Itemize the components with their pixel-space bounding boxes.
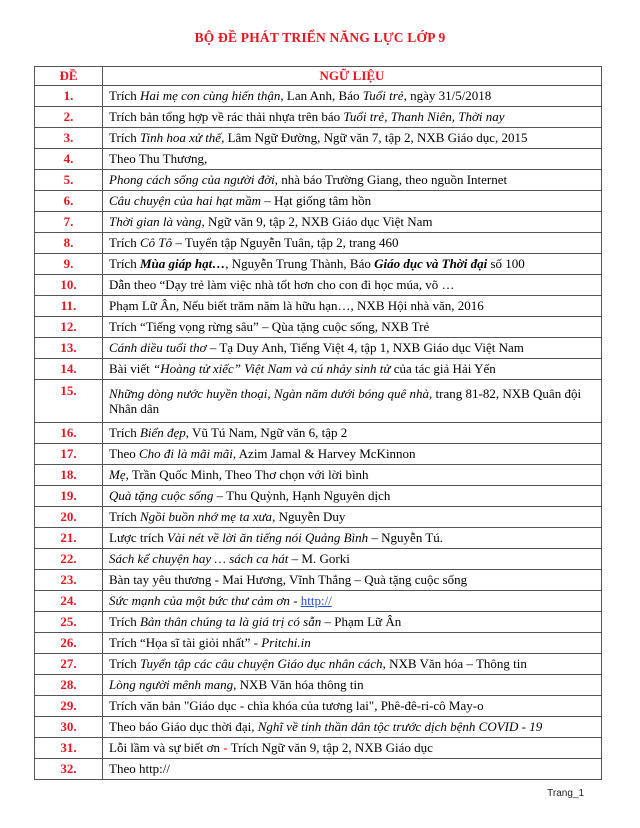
source-text: Cô Tô [139,235,173,251]
row-number: 8. [35,233,103,254]
row-number: 17. [35,444,103,465]
source-text: , Lan Anh, Báo [280,88,363,104]
table-row [35,254,602,275]
source-text: Mùa giáp hạt… [139,256,226,272]
row-number: 6. [35,191,103,212]
source-text: , Nguyễn Trung Thành, Báo [225,256,375,272]
source-text: Trích “Họa sĩ tài giỏi nhất” - [109,635,262,651]
row-number: 12. [35,317,103,338]
source-text: Câu chuyện của hai hạt mầm [109,193,262,209]
table-row [35,444,602,465]
source-text: Bài viết [109,361,154,377]
source-cell [103,149,602,170]
table-row [35,380,602,423]
source-cell [103,107,602,128]
row-number: 31. [35,738,103,759]
table-row [35,738,602,759]
table-row [35,233,602,254]
source-text: Trích văn bản "Giáo dục - chìa khóa của tương lai", Phê-đê-ri-cô May-o [109,698,484,714]
table-row [35,486,602,507]
source-text: – Nguyễn Tú. [368,530,444,546]
page-number: Trang_1 [547,788,584,799]
row-number: 27. [35,654,103,675]
source-cell [103,423,602,444]
row-number: 23. [35,570,103,591]
source-cell [103,528,602,549]
row-number: 4. [35,149,103,170]
source-text: Theo báo Giáo dục thời đại, [109,719,258,735]
source-text: – M. Gorki [288,551,350,567]
table-row [35,465,602,486]
source-cell [103,717,602,738]
row-number: 2. [35,107,103,128]
source-text: Lòng người mênh mang [109,677,234,693]
source-cell [103,359,602,380]
source-cell [103,191,602,212]
table-row [35,423,602,444]
document-title: BỘ ĐỀ PHÁT TRIỂN NĂNG LỰC LỚP 9 [194,30,446,45]
row-number: 1. [35,86,103,107]
source-cell [103,170,602,191]
row-number: 20. [35,507,103,528]
table-row [35,86,602,107]
source-text: - [223,740,228,756]
table-row [35,549,602,570]
header-num: ĐỀ [35,67,103,86]
source-text: – Thu Quỳnh, Hạnh Nguyên dịch [213,488,391,504]
source-text: – Phạm Lữ Ân [321,614,402,630]
source-text: của tác giả Hải Yến [390,361,496,377]
row-number: 29. [35,696,103,717]
row-number: 26. [35,633,103,654]
source-text: , NXB Văn hóa thông tin [233,677,364,693]
table-row [35,675,602,696]
source-cell [103,128,602,149]
source-cell [103,444,602,465]
table-body [35,86,602,780]
source-cell [103,317,602,338]
row-number: 5. [35,170,103,191]
source-text: , Trần Quốc Minh, Theo Thơ chọn với lời bình [125,467,369,483]
source-text: , Nguyễn Duy [272,509,346,525]
source-cell [103,233,602,254]
source-text: Cánh diều tuổi thơ [109,340,207,356]
source-text: Tuổi trẻ [362,88,404,104]
row-number: 19. [35,486,103,507]
table-row [35,759,602,780]
source-text: Lược trích [109,530,167,546]
row-number: 3. [35,128,103,149]
table-row [35,359,602,380]
source-text: , nhà báo Trường Giang, theo nguồn Internet [274,172,508,188]
source-text: Phong cách sống của người đời [109,172,275,188]
row-number: 10. [35,275,103,296]
source-cell [103,738,602,759]
row-number: 14. [35,359,103,380]
source-text: Những dòng nước huyền thoại, Ngàn năm dưới bóng quê nhà [109,385,430,401]
source-cell [103,296,602,317]
source-text: Thời gian là vàng [109,214,202,230]
source-text: Theo [109,446,139,462]
source-text: số 100 [487,256,525,272]
header-source: NGỮ LIỆU [103,67,602,86]
table-row [35,296,602,317]
source-cell [103,465,602,486]
source-table [34,66,602,780]
source-cell [103,570,602,591]
source-text: Nghĩ về tinh thần dân tộc trước dịch bệnh COVID - 19 [257,719,543,735]
table-row [35,317,602,338]
source-text: “Hoàng tử xiếc” Việt Nam và cú nhảy sinh tử [153,361,391,377]
source-text: Phạm Lữ Ân, Nếu biết trăm năm là hữu hạn…, NXB Hội nhà văn, 2016 [109,298,484,314]
source-text: Trích [109,509,140,525]
row-number: 21. [35,528,103,549]
source-text: , trang 81-82, NXB Quân đội Nhân dân [109,385,582,416]
table-row [35,170,602,191]
row-number: 13. [35,338,103,359]
source-text: Dẫn theo “Dạy trẻ làm việc nhà tốt hơn cho con đi học múa, võ … [109,277,455,293]
source-text: Quà tặng cuộc sống [109,488,214,504]
table-row [35,507,602,528]
source-text: , Ngữ văn 9, tập 2, NXB Giáo dục Việt Nam [201,214,433,230]
source-cell [103,549,602,570]
source-text: Trích [109,425,140,441]
source-text: Sách kể chuyện hay … sách ca hát [109,551,289,567]
table-row [35,696,602,717]
source-text: Ngồi buồn nhớ mẹ ta xưa [139,509,273,525]
table-row [35,191,602,212]
source-text: Trích [109,130,140,146]
source-text: Trích bản tổng hợp về rác thải nhựa trên báo [109,109,344,125]
row-number: 16. [35,423,103,444]
source-text: Bản thân chúng ta là giá trị có sẵn [139,614,322,630]
table-row [35,612,602,633]
source-cell [103,275,602,296]
source-cell [103,380,602,423]
source-cell [103,338,602,359]
table-row [35,654,602,675]
source-text: Vài nét về lời ăn tiếng nói Quảng Bình [166,530,369,546]
source-cell [103,212,602,233]
source-text: Trích [109,256,140,272]
source-text: , NXB Văn hóa – Thông tin [382,656,527,672]
source-cell [103,696,602,717]
source-text: Lỗi lầm và sự biết ơn [109,740,224,756]
source-text: Tinh hoa xử thế [139,130,222,146]
source-text: Cho đi là mãi mãi [138,446,233,462]
row-number: 28. [35,675,103,696]
source-text: Trích [109,614,140,630]
row-number: 7. [35,212,103,233]
row-number: 11. [35,296,103,317]
source-link[interactable]: http:// [300,593,332,609]
table-row [35,591,602,612]
source-text: Trích [109,235,140,251]
row-number: 18. [35,465,103,486]
source-text: Theo Thu Thương, [109,151,208,167]
source-cell [103,591,602,612]
source-text: Sức mạnh của một bức thư cảm ơn [109,593,290,609]
source-text: Trích [109,88,140,104]
source-text: , Lâm Ngữ Đường, Ngữ văn 7, tập 2, NXB Giáo dục, 2015 [221,130,528,146]
row-number: 25. [35,612,103,633]
source-text: Trích Ngữ văn 9, tập 2, NXB Giáo dục [227,740,433,756]
row-number: 30. [35,717,103,738]
source-cell [103,759,602,780]
row-number: 24. [35,591,103,612]
source-cell [103,675,602,696]
source-text: Hai mẹ con cùng hiến thận [139,88,281,104]
table-row [35,128,602,149]
source-text: Theo http:// [109,761,171,777]
source-text: Pritchi.in [261,635,311,651]
source-cell [103,507,602,528]
source-text: Biển đẹp [139,425,186,441]
source-text: - [289,593,301,609]
source-text: – Tuyển tập Nguyễn Tuân, tập 2, trang 460 [172,235,399,251]
source-cell [103,612,602,633]
table-row [35,275,602,296]
row-number: 9. [35,254,103,275]
table-row [35,570,602,591]
table-row [35,149,602,170]
table-row [35,717,602,738]
table-row [35,212,602,233]
table-row [35,633,602,654]
source-text: Tuổi trẻ, Thanh Niên, Thời nay [343,109,505,125]
source-text: Mẹ [109,467,126,483]
table-row [35,528,602,549]
table-row [35,107,602,128]
source-cell [103,486,602,507]
row-number: 32. [35,759,103,780]
source-cell [103,654,602,675]
source-text: – Tạ Duy Anh, Tiếng Việt 4, tập 1, NXB Giáo dục Việt Nam [206,340,524,356]
source-text: Trích “Tiếng vọng rừng sâu” – Qùa tặng cuộc sống, NXB Trẻ [109,319,430,335]
source-text: , ngày 31/5/2018 [403,88,492,104]
source-text: Trích [109,656,140,672]
source-text: – Hạt giống tâm hồn [261,193,372,209]
source-text: Tuyển tập các câu chuyện Giáo dục nhân cách [139,656,383,672]
source-text: Bàn tay yêu thương - Mai Hương, Vĩnh Thắng – Quà tặng cuộc sống [109,572,468,588]
row-number: 22. [35,549,103,570]
source-cell [103,254,602,275]
source-text: , Vũ Tú Nam, Ngữ văn 6, tập 2 [185,425,348,441]
row-number: 15. [35,380,103,423]
table-row [35,338,602,359]
source-text: , Azim Jamal & Harvey McKinnon [232,446,416,462]
source-cell [103,86,602,107]
source-text: Giáo dục và Thời đại [374,256,488,272]
table-header-row [35,67,602,86]
source-cell [103,633,602,654]
